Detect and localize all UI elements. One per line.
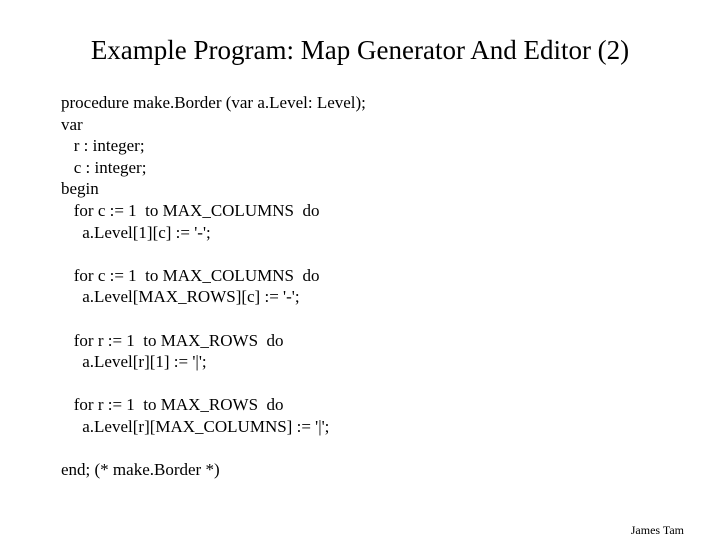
- code-line: begin: [61, 179, 99, 199]
- code-line: for c := 1 to MAX_COLUMNS do: [61, 200, 320, 220]
- code-line: a.Level[MAX_ROWS][c] := '-';: [61, 287, 300, 307]
- code-line: for c := 1 to MAX_COLUMNS do: [61, 265, 320, 285]
- code-line: a.Level[r][1] := '|';: [61, 352, 207, 372]
- code-line-blank: [61, 373, 701, 395]
- code-block: [61, 92, 701, 481]
- code-line: a.Level[r][MAX_COLUMNS] := '|';: [61, 416, 330, 436]
- code-line: for r := 1 to MAX_ROWS do: [61, 395, 284, 415]
- code-line: r : integer;: [61, 136, 145, 156]
- code-line: procedure make.Border (var a.Level: Level);: [61, 93, 366, 112]
- footer-author: James Tam: [630, 523, 684, 537]
- code-line-blank: [61, 243, 701, 265]
- code-line: for r := 1 to MAX_ROWS do: [61, 330, 284, 350]
- code-line: var: [61, 114, 83, 134]
- code-line: c : integer;: [61, 157, 147, 177]
- code-line: end; (* make.Border *): [61, 460, 220, 480]
- code-line: a.Level[1][c] := '-';: [61, 222, 211, 242]
- code-line-blank: [61, 308, 701, 330]
- slide-title: Example Program: Map Generator And Editor (2): [90, 35, 630, 65]
- code-line-blank: [61, 438, 701, 460]
